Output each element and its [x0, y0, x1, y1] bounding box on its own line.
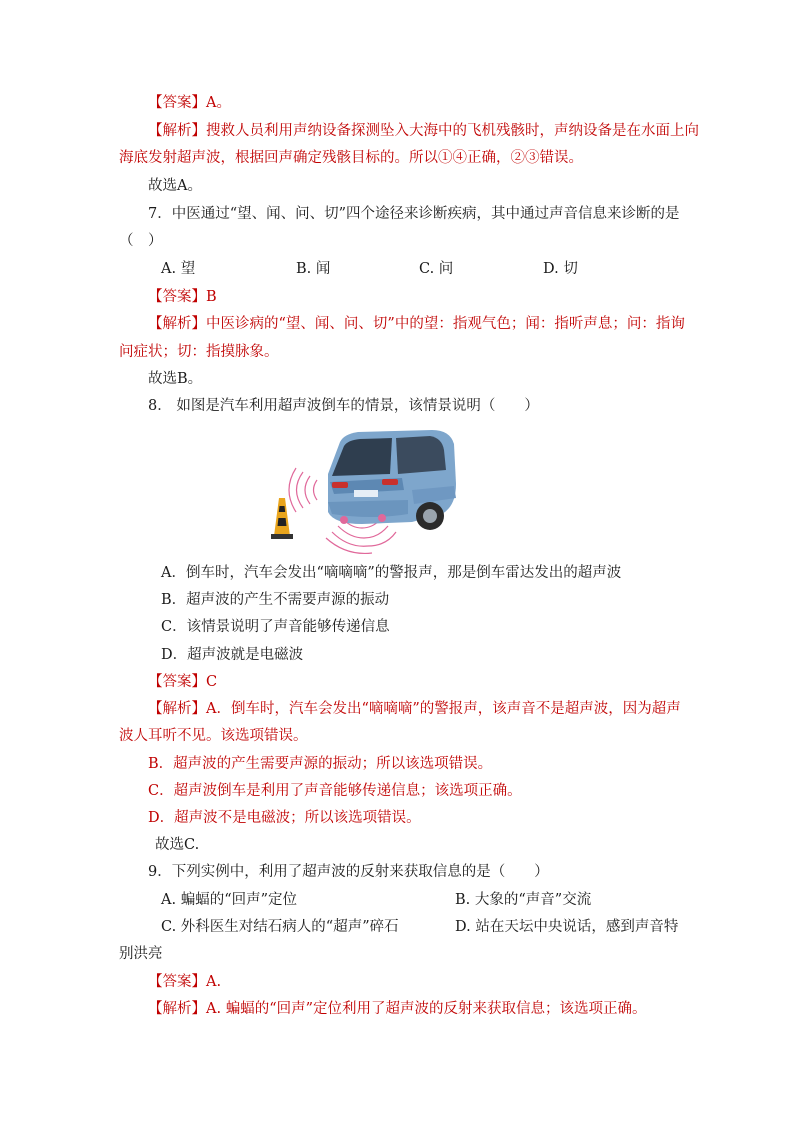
- analysis-line: [148, 121, 699, 141]
- question-9-answer: 【答案】A.: [148, 974, 222, 990]
- question-7-answer: 【答案】B: [148, 289, 217, 305]
- question-8-analysis-a-cont: 波人耳听不见。该选项错误。: [119, 728, 308, 744]
- question-8-analysis-b: B．超声波的产生需要声源的振动；所以该选项错误。: [148, 756, 493, 772]
- question-7-analysis-cont: 问症状；切：指摸脉象。: [119, 344, 279, 360]
- question-7-option-b: B. 闻: [296, 261, 331, 277]
- question-7-option-d: D. 切: [543, 261, 578, 277]
- question-7-stem-cont: （ ）: [119, 233, 163, 249]
- question-9-stem: 9．下列实例中，利用了超声波的反射来获取信息的是（ ）: [148, 864, 549, 880]
- traffic-cone-icon: [271, 498, 293, 539]
- car-icon: [328, 430, 456, 530]
- question-8-option-c: C．该情景说明了声音能够传递信息: [161, 619, 390, 635]
- question-7-conclusion: 故选B。: [148, 371, 203, 387]
- question-9-option-c: C. 外科医生对结石病人的“超声”碎石: [161, 919, 399, 935]
- conclusion-line: 故选A。: [148, 178, 202, 194]
- question-8-analysis-a: 【解析】A．倒车时，汽车会发出“嘀嘀嘀”的警报声，该声音不是超声波，因为超声: [148, 701, 681, 717]
- analysis-text-cont: 海底发射超声波，根据回声确定残骸目标的。所以①④正确，②③错误。: [119, 150, 583, 166]
- car-reversing-ultrasonic-illustration: [262, 428, 458, 558]
- analysis-line-cont: [119, 148, 583, 168]
- answer-line: 【答案】A。: [148, 95, 231, 111]
- question-9-analysis: 【解析】A. 蝙蝠的“回声”定位利用了超声波的反射来获取信息；该选项正确。: [148, 1001, 647, 1017]
- question-8-option-d: D．超声波就是电磁波: [161, 647, 304, 663]
- question-8-option-b: B．超声波的产生不需要声源的振动: [161, 592, 390, 608]
- question-9-option-b: B. 大象的“声音”交流: [455, 892, 592, 908]
- question-8-answer: 【答案】C: [148, 674, 218, 690]
- question-8-analysis-c: C．超声波倒车是利用了声音能够传递信息；该选项正确。: [148, 783, 522, 799]
- question-8-option-a: A．倒车时，汽车会发出“嘀嘀嘀”的警报声，那是倒车雷达发出的超声波: [161, 565, 622, 581]
- question-7-analysis: 【解析】中医诊病的“望、闻、问、切”中的望：指观气色；闻：指听声息；问：指询: [148, 316, 685, 332]
- question-8-analysis-d: D．超声波不是电磁波；所以该选项错误。: [148, 810, 421, 826]
- question-8-stem: 8． 如图是汽车利用超声波倒车的情景，该情景说明（ ）: [148, 398, 539, 414]
- question-7-option-a: A. 望: [161, 261, 196, 277]
- question-9-option-a: A. 蝙蝠的“回声”定位: [161, 892, 298, 908]
- analysis-text: 【解析】搜救人员利用声纳设备探测坠入大海中的飞机残骸时，声纳设备是在水面上向: [148, 123, 699, 139]
- question-9-option-d-cont: 别洪亮: [119, 946, 163, 962]
- question-9-option-d: D. 站在天坛中央说话，感到声音特: [455, 919, 679, 935]
- question-8-conclusion: 故选C.: [155, 837, 200, 853]
- question-7-stem: 7．中医通过“望、闻、问、切”四个途径来诊断疾病，其中通过声音信息来诊断的是: [148, 206, 680, 222]
- question-7-option-c: C. 问: [419, 261, 454, 277]
